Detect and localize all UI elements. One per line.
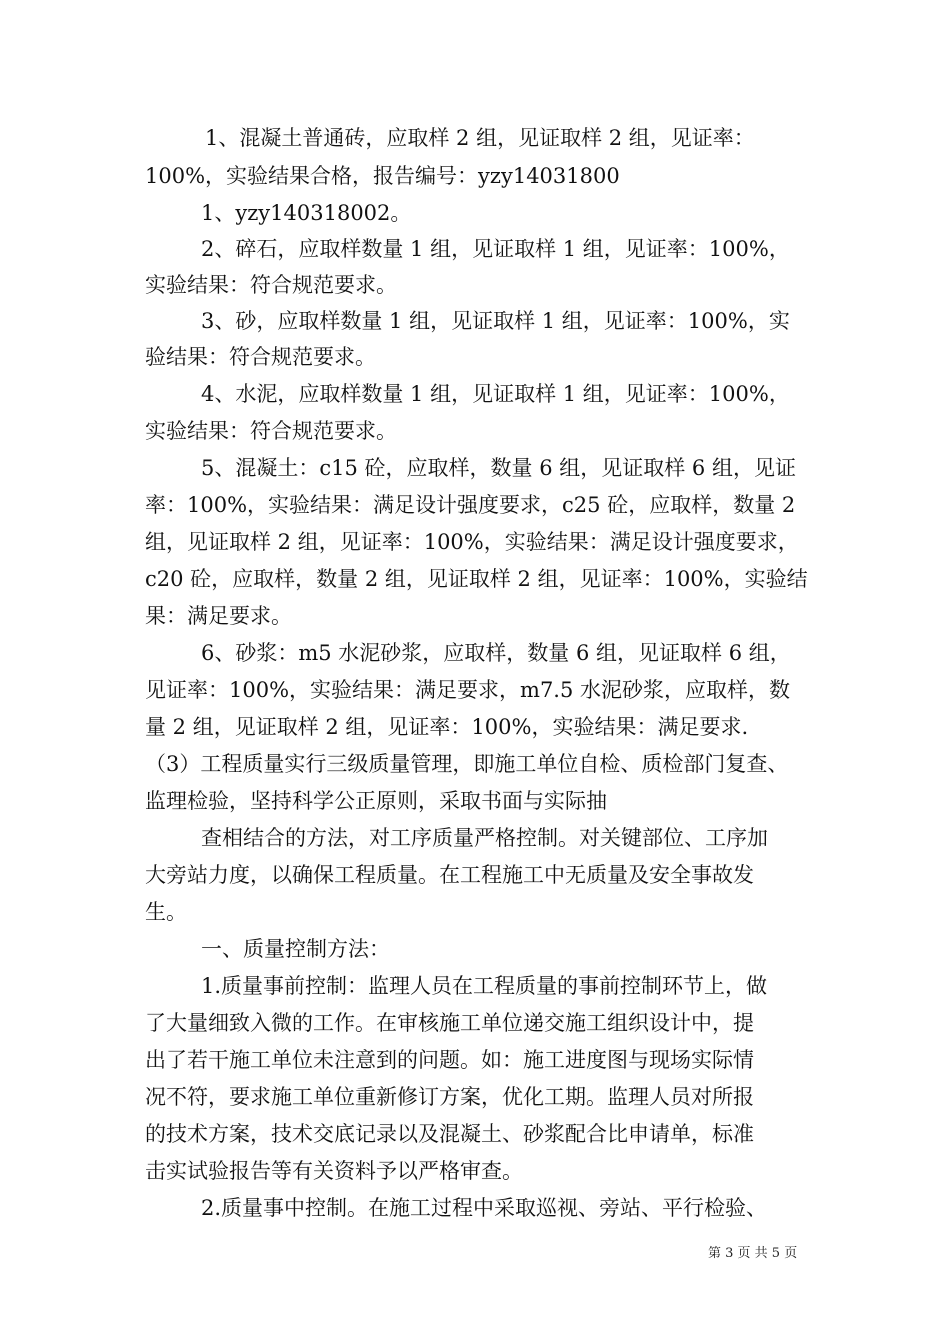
page-number: 第 3 页 共 5 页: [708, 1246, 798, 1261]
text-line: 2.质量事中控制。在施工过程中采取巡视、旁站、平行检验、: [201, 1196, 768, 1220]
text-line: 验结果：符合规范要求。: [145, 345, 376, 369]
text-line: 见证率：100%，实验结果：满足要求，m7.5 水泥砂浆，应取样，数: [145, 678, 791, 702]
text-line: （3）工程质量实行三级质量管理，即施工单位自检、质检部门复查、: [145, 752, 789, 776]
text-line: 5、混凝土：c15 砼，应取样，数量 6 组，见证取样 6 组，见证: [201, 456, 796, 480]
text-line: 组，见证取样 2 组，见证率：100%，实验结果：满足设计强度要求，: [145, 530, 799, 554]
text-line: 3、砂，应取样数量 1 组，见证取样 1 组，见证率：100%，实: [201, 309, 790, 333]
text-line: 率：100%，实验结果：满足设计强度要求，c25 砼，应取样，数量 2: [145, 493, 796, 517]
text-line: 1.质量事前控制：监理人员在工程质量的事前控制环节上，做: [201, 974, 768, 998]
text-line: 实验结果：符合规范要求。: [145, 419, 397, 443]
text-line: 2、碎石，应取样数量 1 组，见证取样 1 组，见证率：100%，: [201, 237, 790, 261]
text-line: 100%，实验结果合格，报告编号：yzy14031800: [145, 164, 620, 188]
text-line: 监理检验，坚持科学公正原则，采取书面与实际抽: [145, 789, 607, 813]
text-line: c20 砼，应取样，数量 2 组，见证取样 2 组，见证率：100%，实验结: [145, 567, 808, 591]
text-line: 果：满足要求。: [145, 604, 292, 628]
text-line: 1、混凝土普通砖，应取样 2 组，见证取样 2 组，见证率：: [205, 126, 755, 150]
text-line: 量 2 组，见证取样 2 组，见证率：100%，实验结果：满足要求.: [145, 715, 749, 739]
text-line: 大旁站力度，以确保工程质量。在工程施工中无质量及安全事故发: [145, 863, 754, 887]
text-line: 6、砂浆：m5 水泥砂浆，应取样，数量 6 组，见证取样 6 组，: [201, 641, 791, 665]
text-line: 击实试验报告等有关资料予以严格审查。: [145, 1159, 523, 1183]
text-line: 查相结合的方法，对工序质量严格控制。对关键部位、工序加: [201, 826, 768, 850]
text-line: 了大量细致入微的工作。在审核施工单位递交施工组织设计中，提: [145, 1011, 754, 1035]
text-line: 况不符，要求施工单位重新修订方案，优化工期。监理人员对所报: [145, 1085, 754, 1109]
text-line: 的技术方案，技术交底记录以及混凝土、砂浆配合比申请单，标准: [145, 1122, 754, 1146]
text-line: 生。: [145, 900, 187, 924]
text-line: 4、水泥，应取样数量 1 组，见证取样 1 组，见证率：100%，: [201, 382, 790, 406]
text-line: 1、yzy140318002。: [201, 201, 412, 225]
text-line: 实验结果：符合规范要求。: [145, 273, 397, 297]
text-line: 出了若干施工单位未注意到的问题。如：施工进度图与现场实际情: [145, 1048, 754, 1072]
section-heading: 一、质量控制方法：: [201, 937, 390, 961]
